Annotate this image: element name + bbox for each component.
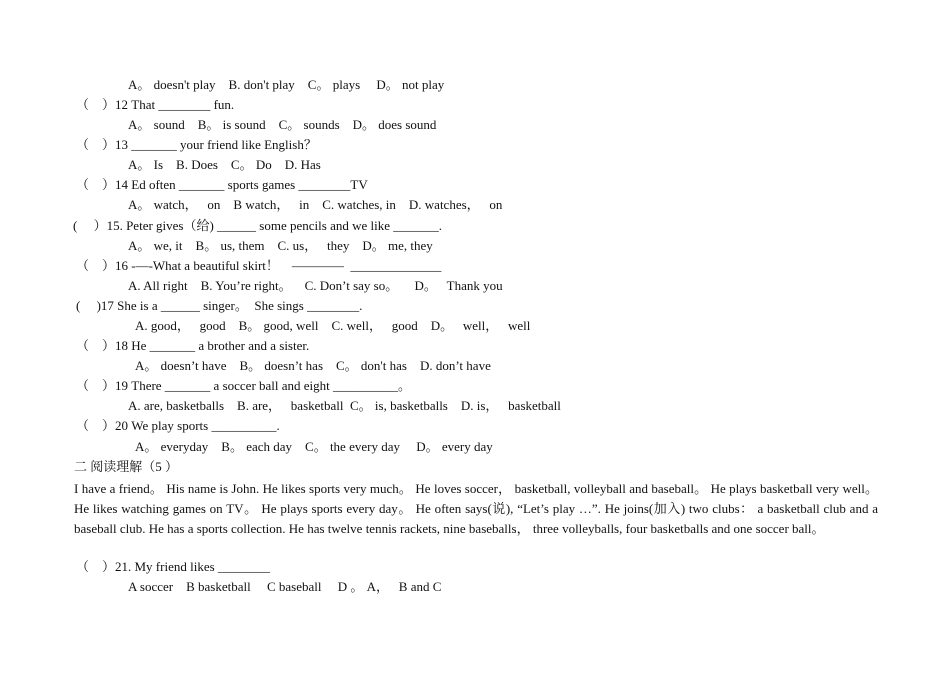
q13-stem: （ ）13 _______ your friend like English？ [76, 137, 317, 152]
q19-stem: （ ）19 There _______ a soccer ball and eight __________。 [76, 378, 412, 393]
q12-options: A。 sound B。 is sound C。 sounds D。 does sound [128, 117, 437, 132]
q19-options: A. are, basketballs B. are， basketball C。 is, basketballs D. is， basketball [128, 398, 561, 413]
q13-options: A。 Is B. Does C。 Do D. Has [128, 157, 321, 172]
reading-passage: I have a friend。 His name is John. He likes sports very much。 He loves soccer， basketball, volleyball and baseball。 He plays basketball very well。 He likes watching games on TV。 He plays sports every day。 He often says(说), “Let’s play …”. He joins(加入) two clubs： a basketball club and a baseball club. He has a sports collection. He has twelve tennis rackets, nine baseballs， three volleyballs, four basketballs and one soccer ball。 [74, 481, 878, 537]
q15-stem: ( ）15. Peter gives（给) ______ some pencils and we like _______. [73, 218, 442, 233]
q18-stem: （ ）18 He _______ a brother and a sister. [76, 338, 310, 353]
q15-options: A。 we, it B。 us, them C. us， they D。 me, they [128, 238, 433, 253]
q12-stem: （ ）12 That ________ fun. [76, 97, 235, 112]
q14-options: A。 watch， on B watch， in C. watches, in D. watches， on [128, 197, 503, 212]
q17-stem: ( )17 She is a ______ singer。 She sings ________. [76, 298, 363, 313]
q16-options: A. All right B. You’re right。 C. Don’t say so。 D。 Thank you [128, 278, 503, 293]
q20-stem: （ ）20 We play sports __________. [76, 418, 280, 433]
q18-options: A。 doesn’t have B。 doesn’t has C。 don't has D. don’t have [135, 358, 491, 373]
q16-stem: （ ）16 -—-What a beautiful skirt！ ———— ______________ [76, 258, 442, 273]
q20-options: A。 everyday B。 each day C。 the every day D。 every day [135, 439, 493, 454]
q21-options: A soccer B basketball C baseball D 。 A， B and C [128, 579, 442, 594]
q17-options: A. good， good B。 good, well C. well， good D。 well， well [135, 318, 531, 333]
q14-stem: （ ）14 Ed often _______ sports games ________TV [76, 177, 368, 192]
q11-options: A。 doesn't play B. don't play C。 plays D。 not play [128, 77, 445, 92]
q21-stem: （ ）21. My friend likes ________ [76, 559, 270, 574]
section-heading: 二 阅读理解（5 ） [74, 459, 179, 474]
